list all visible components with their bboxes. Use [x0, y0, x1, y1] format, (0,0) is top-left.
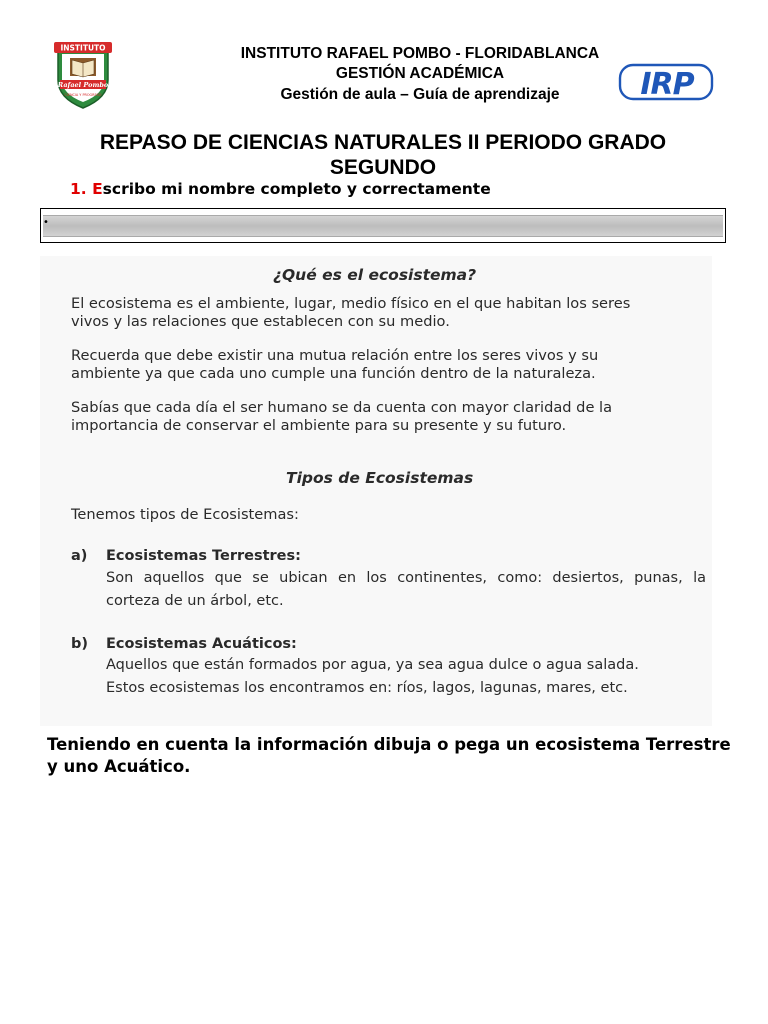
school-logo-top-text: INSTITUTO — [60, 43, 106, 53]
department-name: GESTIÓN ACADÉMICA — [335, 65, 505, 82]
irp-logo-text: IRP — [640, 67, 694, 102]
type-a-marker: a) — [71, 548, 88, 564]
heading-ecosystem-types: Tipos de Ecosistemas — [286, 469, 474, 487]
paragraph-1-line-1: El ecosistema es el ambiente, lugar, medio físico en el que habitan los seres — [71, 295, 631, 312]
paragraph-2-line-1: Recuerda que debe existir una mutua relación entre los seres vivos y su — [71, 347, 599, 364]
instruction-1 — [70, 179, 491, 199]
paragraph-2-line-2: ambiente ya que cada uno cumple una función dentro de la naturaleza. — [71, 365, 596, 382]
name-field-strip — [43, 215, 723, 237]
name-answer-field[interactable] — [40, 208, 726, 243]
type-b-name: Ecosistemas Acuáticos: — [106, 636, 297, 652]
instruction-1-number: 1. E — [70, 180, 103, 198]
name-field-bullet: • — [43, 217, 49, 228]
type-b-marker: b) — [71, 636, 89, 652]
header-text-block — [150, 44, 690, 105]
drawing-instruction: Teniendo en cuenta la información dibuja o pega un ecosistema Terrestre y uno Acuático. — [47, 735, 731, 776]
instruction-1-text: scribo mi nombre completo y correctamente — [102, 180, 491, 198]
school-logo-motto-text: CIENCIA Y PROGRESO — [64, 93, 102, 97]
heading-what-is-ecosystem: ¿Qué es el ecosistema? — [273, 266, 477, 284]
page-title: REPASO DE CIENCIAS NATURALES II PERIODO GRADO SEGUNDO — [99, 131, 667, 179]
type-a-line-2: corteza de un árbol, etc. — [106, 593, 284, 609]
irp-logo — [618, 62, 714, 102]
guide-subtitle: Gestión de aula – Guía de aprendizaje — [280, 86, 560, 103]
types-intro: Tenemos tipos de Ecosistemas: — [71, 506, 299, 523]
school-logo-name-text: Rafael Pombo — [57, 81, 109, 89]
institution-name: INSTITUTO RAFAEL POMBO - FLORIDABLANCA — [240, 45, 600, 62]
type-b-line-2: Estos ecosistemas los encontramos en: ríos, lagos, lagunas, mares, etc. — [106, 680, 628, 696]
school-logo — [52, 40, 114, 110]
type-a-line-1: Son aquellos que se ubican en los continentes, como: desiertos, punas, la — [106, 570, 706, 586]
paragraph-3-line-2: importancia de conservar el ambiente para su presente y su futuro. — [71, 417, 567, 434]
type-b-line-1: Aquellos que están formados por agua, ya sea agua dulce o agua salada. — [106, 657, 639, 673]
ecosystem-info-panel — [40, 256, 712, 726]
type-a-name: Ecosistemas Terrestres: — [106, 548, 301, 564]
paragraph-1-line-2: vivos y las relaciones que establecen con su medio. — [71, 313, 450, 330]
paragraph-3-line-1: Sabías que cada día el ser humano se da cuenta con mayor claridad de la — [71, 399, 613, 416]
